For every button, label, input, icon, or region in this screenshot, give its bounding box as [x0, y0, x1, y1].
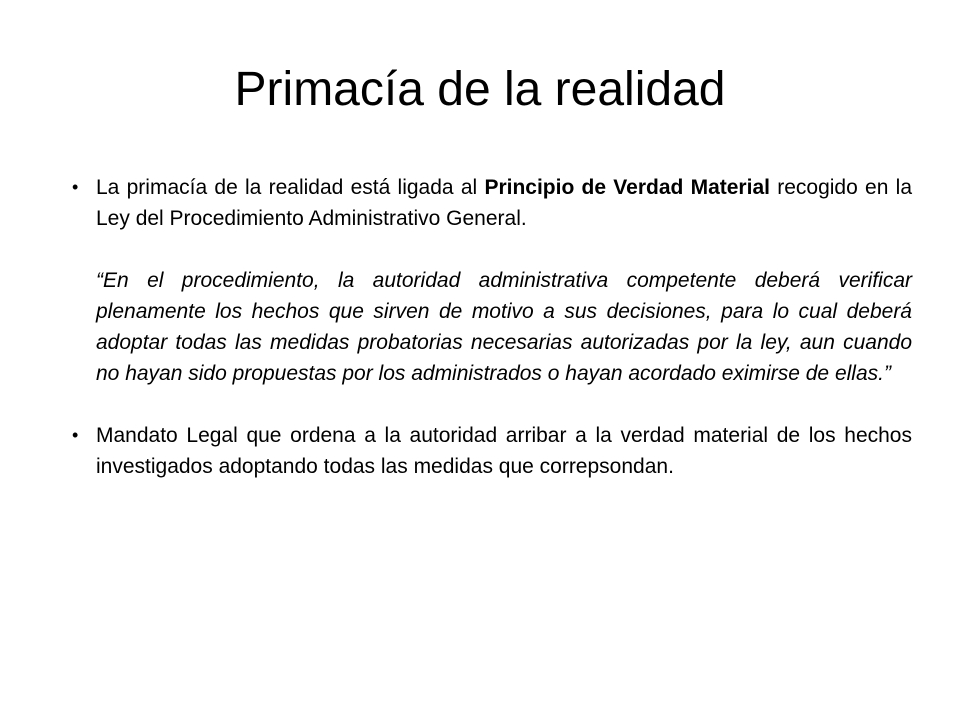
paragraph-1-text-before: La primacía de la realidad está ligada al — [96, 176, 485, 199]
legal-quote: “En el procedimiento, la autoridad administrativa competente deberá verificar plenamente los hechos que sirven de motivo a sus decisiones, para lo cual deberá adoptar todas las medidas probatorias necesarias autorizadas por la ley, aun cuando no hayan sido propuestas por los administrados o hayan acordado eximirse de ellas.” — [96, 269, 912, 385]
paragraph-1-text-after: recogido en la Ley del Procedimiento Administrativo General. — [96, 176, 912, 230]
bullet-paragraph-2 — [72, 420, 912, 482]
slide-body — [72, 172, 912, 482]
bullet-point-icon: • — [72, 177, 79, 197]
paragraph-1-bold-term: Principio de Verdad Material — [484, 176, 770, 199]
slide-title: Primacía de la realidad — [234, 63, 726, 116]
bullet-point-icon: • — [72, 425, 79, 445]
bullet-paragraph-1 — [72, 172, 912, 234]
paragraph-2-text: Mandato Legal que ordena a la autoridad arribar a la verdad material de los hechos investigados adoptando todas las medidas que correpsondan. — [96, 424, 912, 478]
